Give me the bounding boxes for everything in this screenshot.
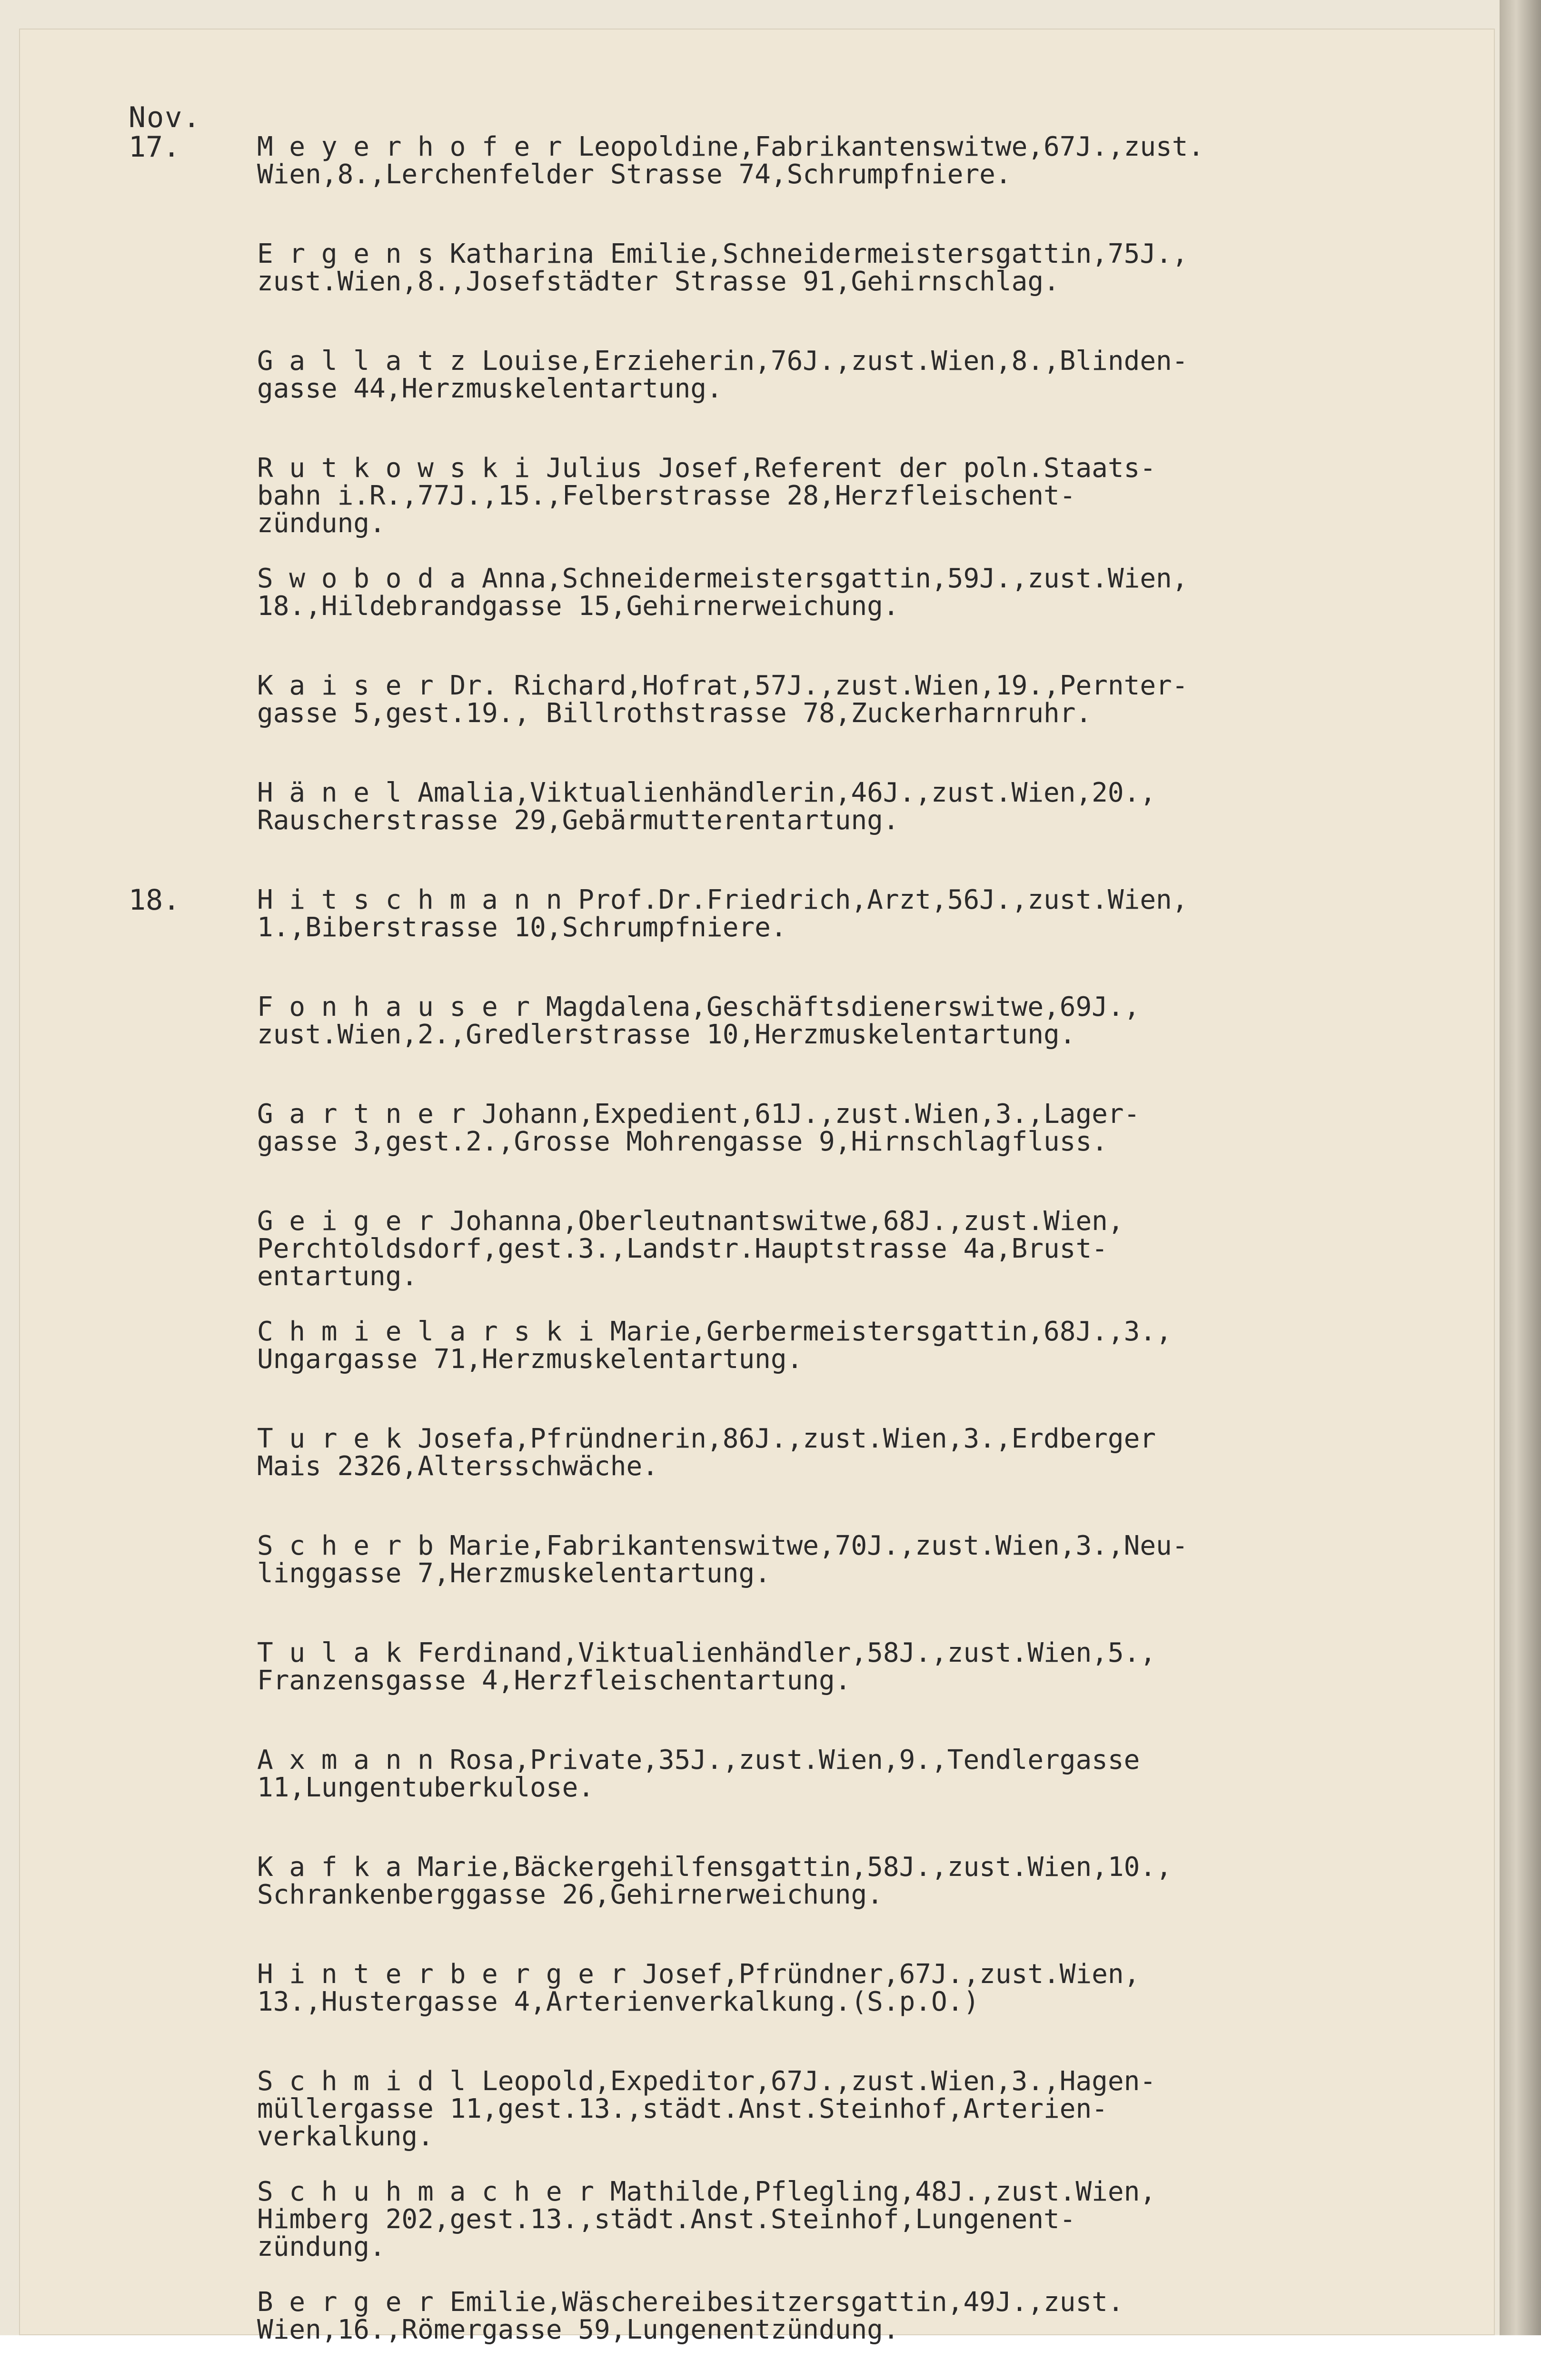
month-header: Nov. (129, 101, 201, 134)
entry-line: Schrankenberggasse 26,Gehirnerweichung. (257, 1879, 883, 1910)
entry-line: S c h e r b Marie,Fabrikantenswitwe,70J.,zust.Wien,3.,Neu- (257, 1530, 1188, 1561)
entry-line: G e i g e r Johanna,Oberleutnantswitwe,68J.,zust.Wien, (257, 1206, 1124, 1237)
entry-line: Rauscherstrasse 29,Gebärmutterentartung. (257, 805, 899, 836)
entry-line: 11,Lungentuberkulose. (257, 1772, 595, 1803)
entry-line: 18.,Hildebrandgasse 15,Gehirnerweichung. (257, 591, 899, 622)
entry-line: zündung. (257, 2231, 386, 2262)
entry (129, 2068, 1452, 2178)
entry-line: S c h m i d l Leopold,Expeditor,67J.,zust.Wien,3.,Hagen- (257, 2066, 1156, 2097)
entry-line: K a i s e r Dr. Richard,Hofrat,57J.,zust.Wien,19.,Pernter- (257, 670, 1188, 701)
entry-line: bahn i.R.,77J.,15.,Felberstrasse 28,Herzfleischent- (257, 480, 1076, 511)
entry-line: H ä n e l Amalia,Viktualienhändlerin,46J.,zust.Wien,20., (257, 777, 1156, 808)
book-spine (1500, 0, 1541, 2335)
entry-line: zündung. (257, 508, 386, 539)
entry-line: Wien,8.,Lerchenfelder Strasse 74,Schrumpfniere. (257, 159, 1012, 190)
entries-list (129, 130, 1452, 2380)
entry (129, 1532, 1452, 1639)
entry-line: zust.Wien,2.,Gredlerstrasse 10,Herzmuskelentartung. (257, 1019, 1076, 1050)
entry-line: S w o b o d a Anna,Schneidermeistersgattin,59J.,zust.Wien, (257, 563, 1188, 594)
entry-line: B e r g e r Emilie,Wäschereibesitzersgattin,49J.,zust. (257, 2287, 1124, 2318)
entry (129, 1854, 1452, 1961)
entry (129, 1318, 1452, 1425)
entry (129, 993, 1452, 1101)
entry (129, 347, 1452, 455)
entry-line: G a l l a t z Louise,Erzieherin,76J.,zust.Wien,8.,Blinden- (257, 346, 1188, 377)
entry-line: S c h u h m a c h e r Mathilde,Pflegling,48J.,zust.Wien, (257, 2176, 1156, 2207)
entry-line: 13.,Hustergasse 4,Arterienverkalkung.(S.p.O.) (257, 1986, 980, 2017)
entry-line: T u l a k Ferdinand,Viktualienhändler,58J.,zust.Wien,5., (257, 1637, 1156, 1668)
entry (129, 1746, 1452, 1854)
entry-line: R u t k o w s k i Julius Josef,Referent der poln.Staats- (257, 453, 1156, 484)
day-number: 17. (129, 130, 180, 164)
entry (129, 1961, 1452, 2068)
entry (129, 130, 1452, 240)
entry (129, 1208, 1452, 1318)
entry (129, 1101, 1452, 1208)
entry-line: K a f k a Marie,Bäckergehilfensgattin,58J.,zust.Wien,10., (257, 1852, 1172, 1883)
entry (129, 1425, 1452, 1532)
entry-line: F o n h a u s e r Magdalena,Geschäftsdienerswitwe,69J., (257, 992, 1140, 1022)
entry (129, 2289, 1452, 2380)
entry-line: A x m a n n Rosa,Private,35J.,zust.Wien,9.,Tendlergasse (257, 1745, 1140, 1775)
entry-line: Ungargasse 71,Herzmuskelentartung. (257, 1344, 803, 1375)
entry-line: zust.Wien,8.,Josefstädter Strasse 91,Gehirnschlag. (257, 266, 1060, 297)
entry-line: Franzensgasse 4,Herzfleischentartung. (257, 1665, 851, 1696)
entry (129, 883, 1452, 993)
entry-line: Himberg 202,gest.13.,städt.Anst.Steinhof,Lungenent- (257, 2204, 1076, 2235)
entry (129, 2178, 1452, 2289)
entry-line: gasse 44,Herzmuskelentartung. (257, 373, 723, 404)
entry (129, 240, 1452, 347)
entry-line: gasse 3,gest.2.,Grosse Mohrengasse 9,Hirnschlagfluss. (257, 1126, 1108, 1157)
entry-line: müllergasse 11,gest.13.,städt.Anst.Steinhof,Arterien- (257, 2093, 1108, 2124)
entry-line: gasse 5,gest.19., Billrothstrasse 78,Zuckerharnruhr. (257, 698, 1092, 729)
entry-line: Wien,16.,Römergasse 59,Lungenentzündung. (257, 2314, 899, 2345)
entry-line: verkalkung. (257, 2121, 434, 2152)
entry-line: Mais 2326,Altersschwäche. (257, 1451, 658, 1482)
entry (129, 779, 1452, 886)
entry-line: H i n t e r b e r g e r Josef,Pfründner,67J.,zust.Wien, (257, 1959, 1140, 1990)
entry-line: G a r t n e r Johann,Expedient,61J.,zust.Wien,3.,Lager- (257, 1099, 1140, 1130)
day-number: 18. (129, 883, 180, 917)
entry-line: linggasse 7,Herzmuskelentartung. (257, 1558, 771, 1589)
entry-line: 1.,Biberstrasse 10,Schrumpfniere. (257, 912, 787, 943)
entry-line: M e y e r h o f e r Leopoldine,Fabrikantenswitwe,67J.,zust. (257, 131, 1204, 162)
entry (129, 455, 1452, 565)
entry (129, 1639, 1452, 1746)
entry-line: Perchtoldsdorf,gest.3.,Landstr.Hauptstrasse 4a,Brust- (257, 1233, 1108, 1264)
entry-line: T u r e k Josefa,Pfründnerin,86J.,zust.Wien,3.,Erdberger (257, 1423, 1156, 1454)
entry-line: H i t s c h m a n n Prof.Dr.Friedrich,Arzt,56J.,zust.Wien, (257, 884, 1188, 915)
entry (129, 672, 1452, 779)
entry-line: E r g e n s Katharina Emilie,Schneidermeistersgattin,75J., (257, 238, 1188, 269)
entry-line: entartung. (257, 1261, 418, 1292)
entry-line: C h m i e l a r s k i Marie,Gerbermeistersgattin,68J.,3., (257, 1316, 1172, 1347)
entry (129, 565, 1452, 672)
